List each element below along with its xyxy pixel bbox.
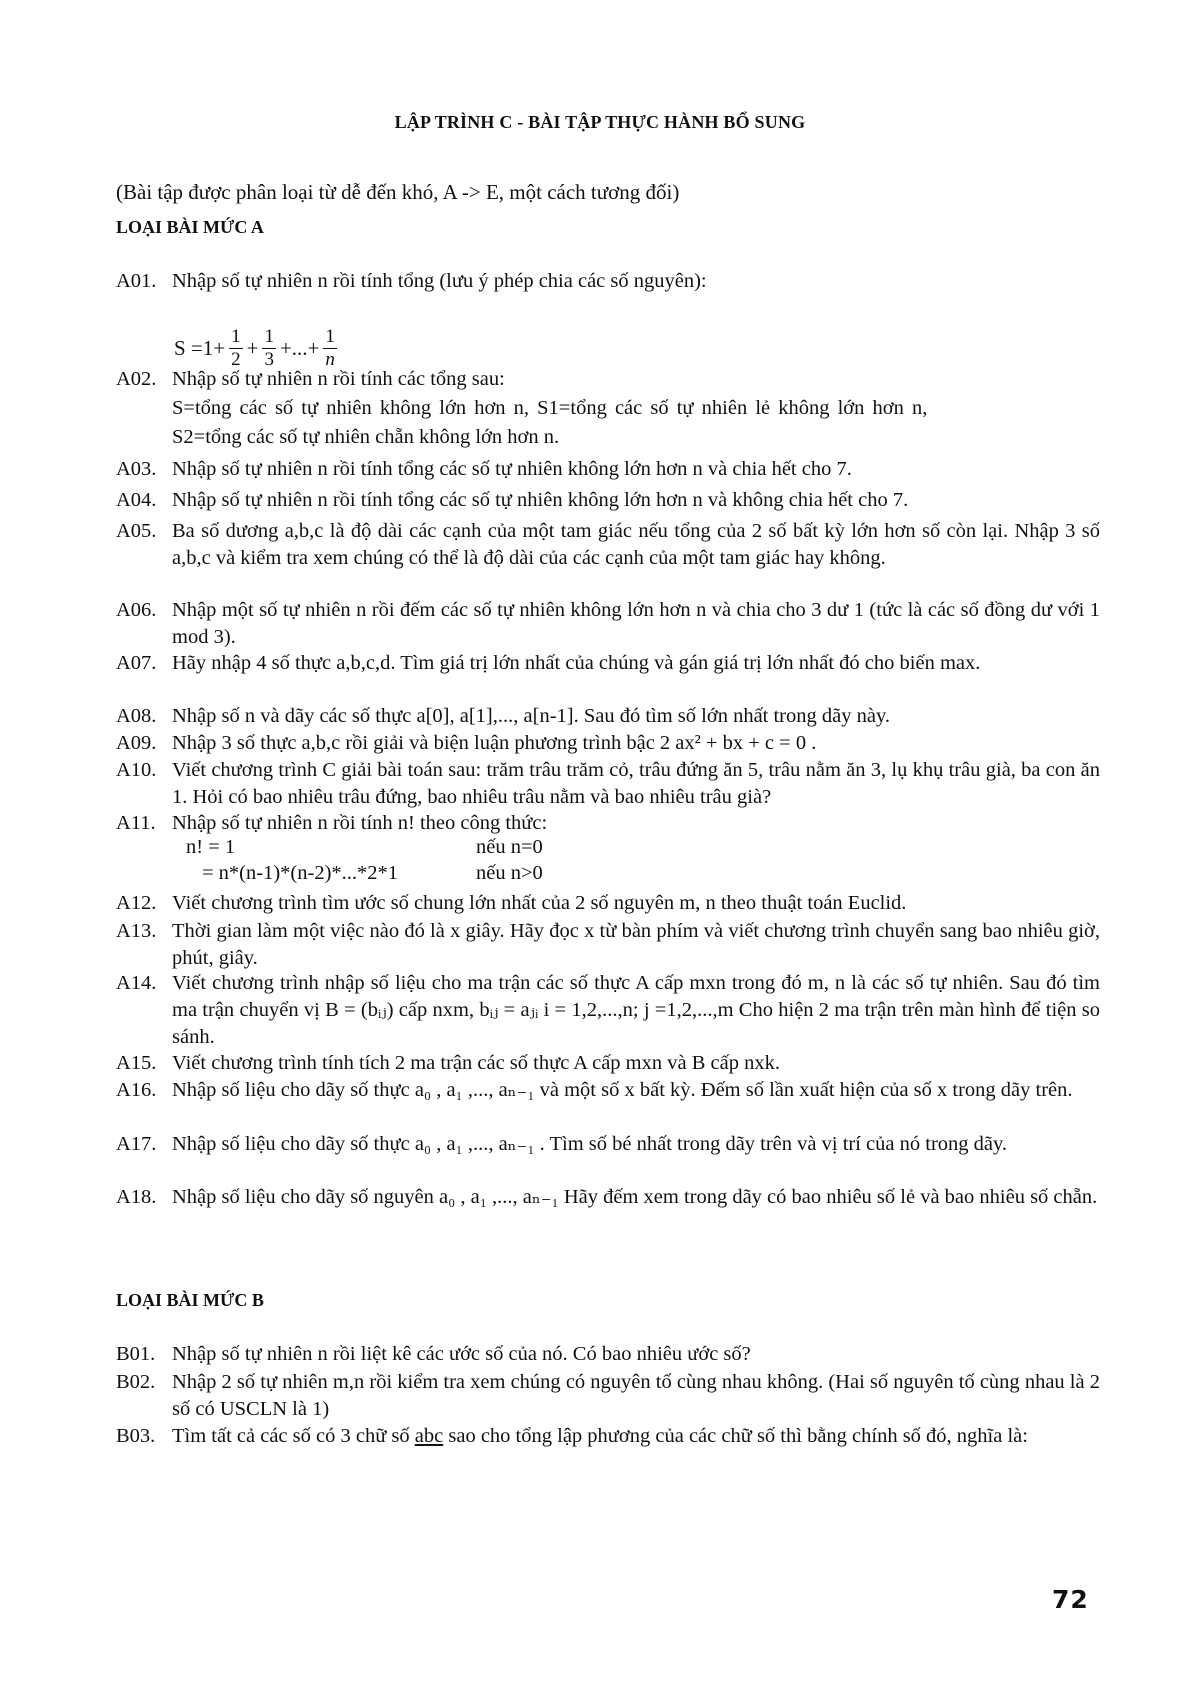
exercise-text: Nhập số tự nhiên n rồi tính tổng (lưu ý phép chia các số nguyên):	[172, 270, 707, 292]
factorial-case1-cond: nếu n=0	[476, 836, 543, 858]
exercise-a12: A12. Viết chương trình tìm ước số chung lớn nhất của 2 số nguyên m, n theo thuật toán Euclid.	[116, 892, 907, 914]
exercise-b01: B01. Nhập số tự nhiên n rồi liệt kê các ước số của nó. Có bao nhiêu ước số?	[116, 1343, 751, 1365]
abc-number: abc	[414, 1425, 444, 1447]
exercise-a03: A03. Nhập số tự nhiên n rồi tính tổng các số tự nhiên không lớn hơn n và chia hết cho 7.	[116, 458, 852, 480]
exercise-a11: A11. Nhập số tự nhiên n rồi tính n! theo công thức:	[116, 812, 548, 834]
fraction-half: $\frac{1}{2}$	[231, 326, 241, 370]
exercise-a07: A07. Hãy nhập 4 số thực a,b,c,d. Tìm giá trị lớn nhất của chúng và gán giá trị lớn nhất đó cho biến max.	[116, 652, 981, 674]
exercise-a02-line1: S=tổng các số tự nhiên không lớn hơn n, S1=tổng các số tự nhiên lẻ không lớn hơn n,	[172, 397, 928, 419]
exercise-a04: A04. Nhập số tự nhiên n rồi tính tổng các số tự nhiên không lớn hơn n và không chia hết cho 7.	[116, 489, 909, 511]
formula-dots: +...+	[279, 336, 320, 360]
intro-note: (Bài tập được phân loại từ dễ đến khó, A -> E, một cách tương đối)	[116, 180, 680, 204]
factorial-case2-cond: nếu n>0	[476, 862, 543, 884]
exercise-a17: A17. Nhập số liệu cho dãy số thực a₀ , a₁ ,..., aₙ₋₁ . Tìm số bé nhất trong dãy trên và vị trí của nó trong dãy.	[116, 1133, 1008, 1155]
page-number: 72	[1052, 1585, 1089, 1614]
exercise-b02: B02. Nhập 2 số tự nhiên m,n rồi kiểm tra xem chúng có nguyên tố cùng nhau không. (Hai số nguyên tố cùng nhau là 2 số có USCLN là 1)	[116, 1371, 1100, 1420]
section-heading-b: LOẠI BÀI MỨC B	[116, 1290, 264, 1310]
exercise-code: A01.	[116, 270, 157, 292]
exercise-a06: A06. Nhập một số tự nhiên n rồi đếm các số tự nhiên không lớn hơn n và chia cho 3 dư 1 (tức là các số đồng dư với 1 mod 3).	[116, 599, 1100, 648]
formula-lhs: S =1+	[174, 336, 226, 360]
fraction-third: $\frac{1}{3}$	[264, 326, 274, 370]
page-title: LẬP TRÌNH C - BÀI TẬP THỰC HÀNH BỔ SUNG	[394, 112, 806, 132]
exercise-b03: B03. Tìm tất cả các số có 3 chữ số abc sao cho tổng lập phương của các chữ số thì bằng chính số đó, nghĩa là:	[116, 1425, 1028, 1447]
exercise-a10: A10. Viết chương trình C giải bài toán sau: trăm trâu trăm cỏ, trâu đứng ăn 5, trâu nằm ăn 3, lụ khụ trâu già, ba con ăn 1. Hỏi có bao nhiêu trâu đứng, bao nhiêu trâu nằm và bao nhiêu trâu già?	[116, 759, 1100, 808]
fraction-nth: $\frac{1}{n}$	[325, 326, 335, 370]
exercise-a14: A14. Viết chương trình nhập số liệu cho ma trận các số thực A cấp mxn trong đó m, n là các số tự nhiên. Sau đó tìm ma trận chuyển vị B = (bᵢⱼ) cấp nxm, bᵢⱼ = aⱼᵢ i = 1,2,...,n; j =1,2,...,m Cho hiện 2 ma trận trên màn hình để tiện so sánh.	[116, 972, 1100, 1048]
exercise-a13: A13. Thời gian làm một việc nào đó là x giây. Hãy đọc x từ bàn phím và viết chương trình chuyển sang bao nhiêu giờ, phút, giây.	[116, 920, 1100, 969]
exercise-a09: A09. Nhập 3 số thực a,b,c rồi giải và biện luận phương trình bậc 2 ax² + bx + c = 0 .	[116, 732, 817, 754]
factorial-case1-expr: n! = 1	[186, 836, 236, 858]
exercise-a02: A02. Nhập số tự nhiên n rồi tính các tổng sau:	[116, 368, 505, 390]
exercise-a05: A05. Ba số dương a,b,c là độ dài các cạnh của một tam giác nếu tổng của 2 số bất kỳ lớn hơn số còn lại. Nhập 3 số a,b,c và kiểm tra xem chúng có thể là độ dài của các cạnh của một tam giác hay không.	[116, 520, 1100, 569]
exercise-a01	[116, 268, 1100, 295]
formula-plus: +	[246, 336, 259, 360]
exercise-a18: A18. Nhập số liệu cho dãy số nguyên a₀ , a₁ ,..., aₙ₋₁ Hãy đếm xem trong dãy có bao nhiêu số lẻ và bao nhiêu số chẵn.	[116, 1186, 1098, 1208]
section-heading-a: LOẠI BÀI MỨC A	[116, 217, 264, 237]
exercise-a02-line2: S2=tổng các số tự nhiên chẵn không lớn hơn n.	[172, 426, 560, 448]
exercise-a08: A08. Nhập số n và dãy các số thực a[0], a[1],..., a[n-1]. Sau đó tìm số lớn nhất trong dãy này.	[116, 705, 891, 727]
sum-formula	[172, 326, 339, 371]
factorial-case2-expr: = n*(n-1)*(n-2)*...*2*1	[202, 862, 399, 884]
exercise-a16: A16. Nhập số liệu cho dãy số thực a₀ , a₁ ,..., aₙ₋₁ và một số x bất kỳ. Đếm số lần xuất hiện của số x trong dãy trên.	[116, 1079, 1073, 1101]
exercise-a15: A15. Viết chương trình tính tích 2 ma trận các số thực A cấp mxn và B cấp nxk.	[116, 1052, 780, 1074]
